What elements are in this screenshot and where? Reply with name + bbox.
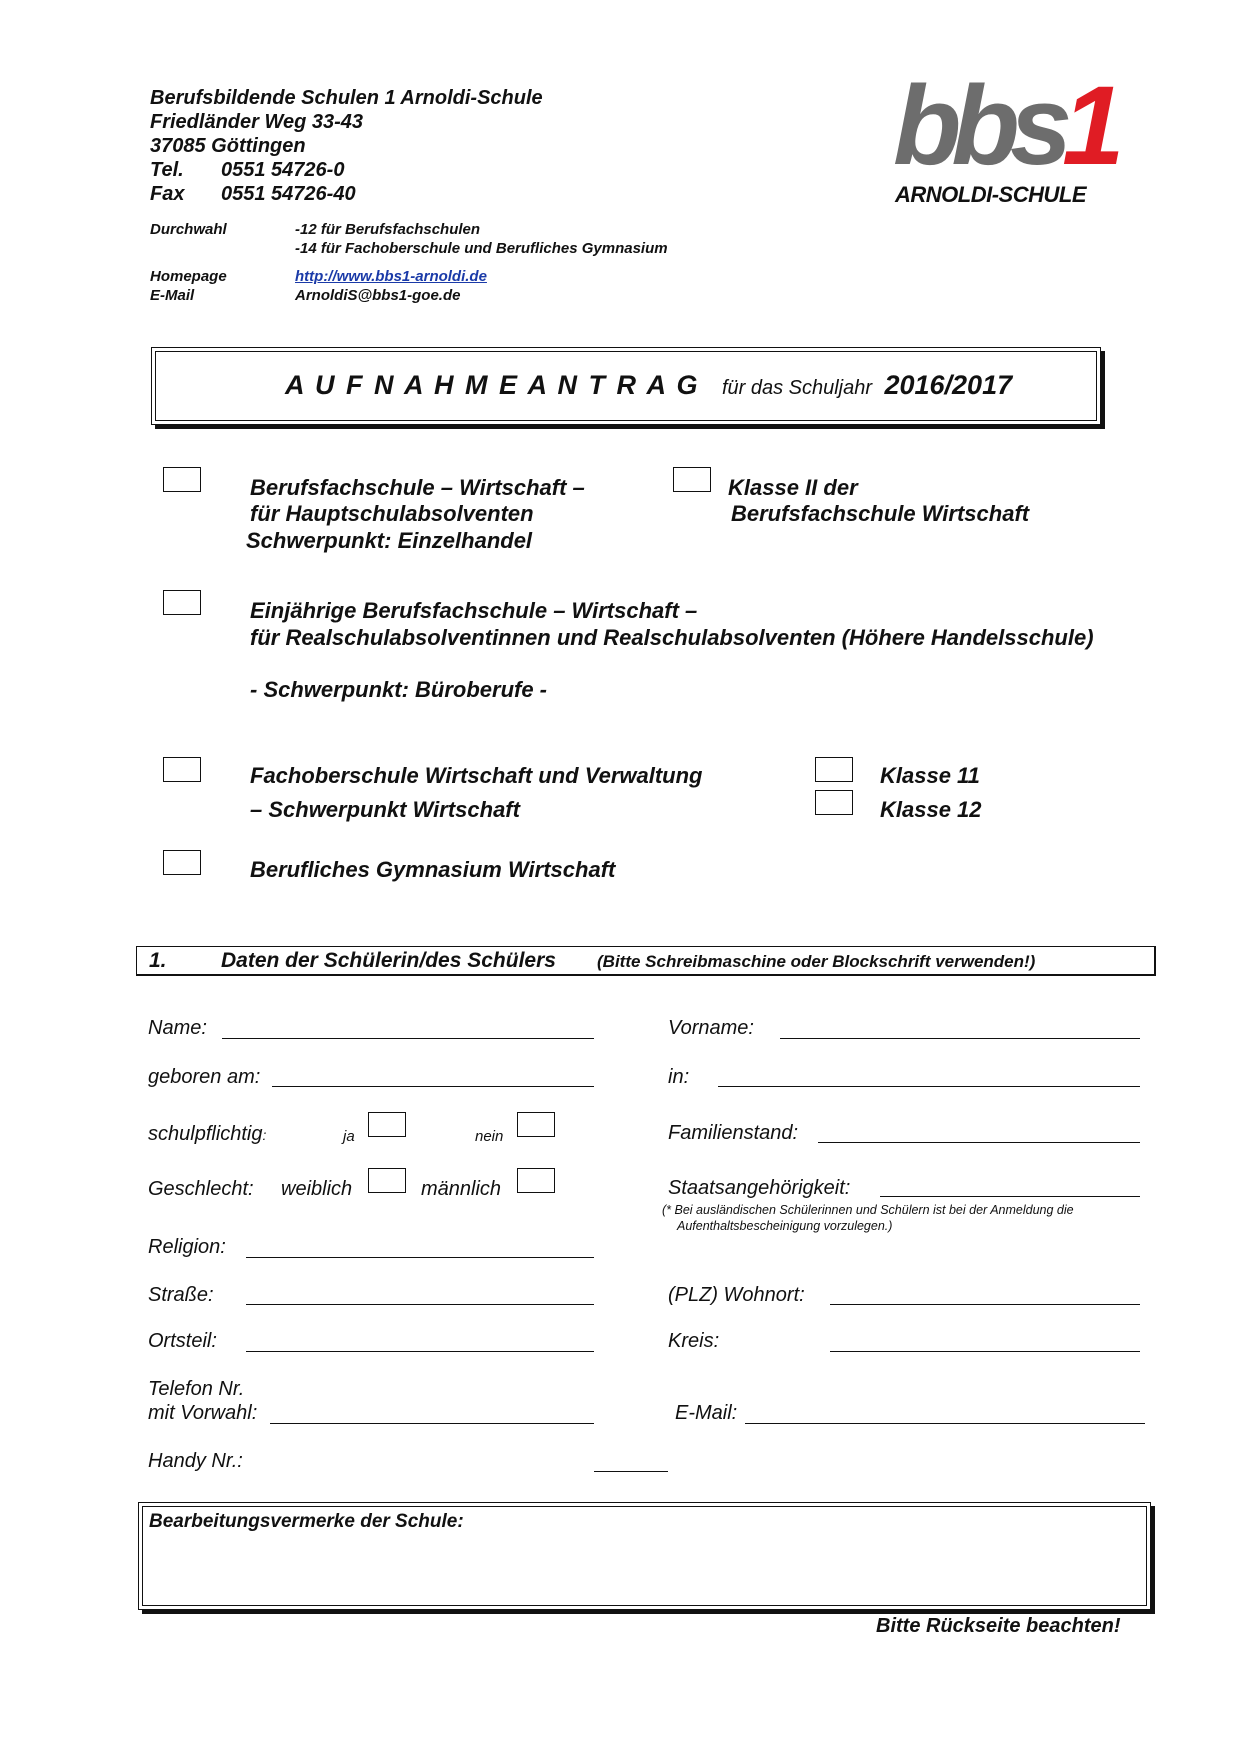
checkbox-fachoberschule[interactable]	[163, 757, 201, 782]
telefon-label-2: mit Vorwahl:	[148, 1402, 258, 1424]
familienstand-label: Familienstand:	[668, 1122, 799, 1144]
durchwahl-line-1: -12 für Berufsfachschulen	[295, 221, 481, 238]
checkbox-schulpflichtig-nein[interactable]	[517, 1112, 555, 1137]
geburtsort-input[interactable]	[718, 1086, 1140, 1087]
staatsangehoerigkeit-input[interactable]	[880, 1196, 1140, 1197]
schulpflichtig-label	[148, 1123, 266, 1146]
email-label: E-Mail	[150, 287, 195, 304]
durchwahl-line-2: -14 für Fachoberschule und Berufliches Gymnasium	[295, 240, 668, 257]
title-sub: für das Schuljahr	[721, 377, 873, 399]
logo-subtitle: ARNOLDI-SCHULE	[895, 182, 1086, 207]
ortsteil-label: Ortsteil:	[148, 1330, 217, 1352]
checkbox-maennlich[interactable]	[517, 1168, 555, 1193]
tel-value: 0551 54726-0	[221, 159, 345, 181]
staatsangehoerigkeit-note-2: Aufenthaltsbescheinigung vorzulegen.)	[677, 1219, 893, 1233]
name-label: Name:	[148, 1017, 207, 1039]
option-1-line-3: Schwerpunkt: Einzelhandel	[246, 528, 533, 553]
geschlecht-label: Geschlecht:	[148, 1178, 254, 1200]
geburtsort-label: in:	[668, 1066, 690, 1088]
familienstand-input[interactable]	[818, 1142, 1140, 1143]
title-year: 2016/2017	[884, 370, 1013, 400]
wohnort-input[interactable]	[830, 1304, 1140, 1305]
option-3-line-1: Einjährige Berufsfachschule – Wirtschaft –	[250, 598, 698, 623]
checkbox-berufsfachschule-hauptschule[interactable]	[163, 467, 201, 492]
geboren-input[interactable]	[272, 1086, 594, 1087]
option-3-line-3: - Schwerpunkt: Büroberufe -	[250, 677, 548, 702]
vorname-input[interactable]	[780, 1038, 1140, 1039]
section-1-title: Daten der Schülerin/des Schülers	[221, 949, 556, 972]
checkbox-klasse-11[interactable]	[815, 757, 853, 782]
notes-box	[138, 1502, 1151, 1610]
option-3-line-2: für Realschulabsolventinnen und Realschulabsolventen (Höhere Handelsschule)	[250, 625, 1094, 650]
section-1-header	[136, 946, 1156, 976]
checkbox-weiblich[interactable]	[368, 1168, 406, 1193]
klasse-12-label: Klasse 12	[880, 797, 982, 822]
bbs1-logo	[893, 63, 1123, 215]
logo-text-gray: bbs	[893, 63, 1063, 188]
school-city: 37085 Göttingen	[150, 135, 306, 157]
staatsangehoerigkeit-note-1: (* Bei ausländischen Schülerinnen und Schülern ist bei der Anmeldung die	[662, 1203, 1074, 1217]
name-input[interactable]	[222, 1038, 594, 1039]
staatsangehoerigkeit-label: Staatsangehörigkeit:	[668, 1177, 851, 1199]
option-2-line-2: Berufsfachschule Wirtschaft	[731, 501, 1030, 526]
email-field-input[interactable]	[745, 1423, 1145, 1424]
handy-input[interactable]	[594, 1471, 668, 1472]
schulpflichtig-text: schulpflichtig	[148, 1123, 263, 1145]
handy-label: Handy Nr.:	[148, 1450, 243, 1472]
option-4-line-2: – Schwerpunkt Wirtschaft	[250, 797, 520, 822]
strasse-input[interactable]	[246, 1304, 594, 1305]
notes-box-label: Bearbeitungsvermerke der Schule:	[149, 1511, 464, 1532]
section-1-note: (Bitte Schreibmaschine oder Blockschrift verwenden!)	[597, 952, 1036, 971]
section-1-number: 1.	[149, 949, 167, 972]
checkbox-klasse-2[interactable]	[673, 467, 711, 492]
checkbox-einjaehrige-berufsfachschule[interactable]	[163, 590, 201, 615]
kreis-input[interactable]	[830, 1351, 1140, 1352]
option-5-label: Berufliches Gymnasium Wirtschaft	[250, 857, 616, 882]
school-street: Friedländer Weg 33-43	[150, 111, 364, 133]
wohnort-label: (PLZ) Wohnort:	[668, 1284, 805, 1306]
fax-value: 0551 54726-40	[221, 183, 356, 205]
title-box	[151, 347, 1101, 425]
religion-label: Religion:	[148, 1236, 226, 1258]
option-2-line-1: Klasse II der	[728, 475, 858, 500]
religion-input[interactable]	[246, 1257, 594, 1258]
tel-label: Tel.	[150, 159, 184, 181]
nein-label: nein	[475, 1128, 504, 1145]
option-4-line-1: Fachoberschule Wirtschaft und Verwaltung	[250, 763, 703, 788]
homepage-link[interactable]: http://www.bbs1-arnoldi.de	[295, 268, 487, 285]
maennlich-label: männlich	[421, 1178, 502, 1200]
ortsteil-input[interactable]	[246, 1351, 594, 1352]
kreis-label: Kreis:	[668, 1330, 720, 1352]
telefon-label-1: Telefon Nr.	[148, 1378, 245, 1400]
geboren-label: geboren am:	[148, 1066, 261, 1088]
checkbox-schulpflichtig-ja[interactable]	[368, 1112, 406, 1137]
weiblich-label: weiblich	[281, 1178, 353, 1200]
fax-label: Fax	[150, 183, 185, 205]
homepage-label: Homepage	[150, 268, 227, 285]
strasse-label: Straße:	[148, 1284, 214, 1306]
checkbox-berufliches-gymnasium[interactable]	[163, 850, 201, 875]
email-field-label: E-Mail:	[675, 1402, 738, 1424]
school-name: Berufsbildende Schulen 1 Arnoldi-Schule	[150, 87, 543, 109]
telefon-input[interactable]	[270, 1423, 594, 1424]
schulpflichtig-colon: :	[262, 1127, 267, 1143]
title-main: A U F N A H M E A N T R A G	[285, 370, 700, 400]
logo-text-red: 1	[1062, 63, 1115, 188]
option-1-line-2: für Hauptschulabsolventen	[250, 501, 534, 526]
email-value: ArnoldiS@bbs1-goe.de	[295, 287, 461, 304]
klasse-11-label: Klasse 11	[880, 763, 980, 788]
ja-label: ja	[343, 1128, 355, 1145]
option-1-line-1: Berufsfachschule – Wirtschaft –	[250, 475, 585, 500]
footer-note: Bitte Rückseite beachten!	[876, 1615, 1121, 1637]
checkbox-klasse-12[interactable]	[815, 790, 853, 815]
vorname-label: Vorname:	[668, 1017, 754, 1039]
durchwahl-label: Durchwahl	[150, 221, 227, 238]
